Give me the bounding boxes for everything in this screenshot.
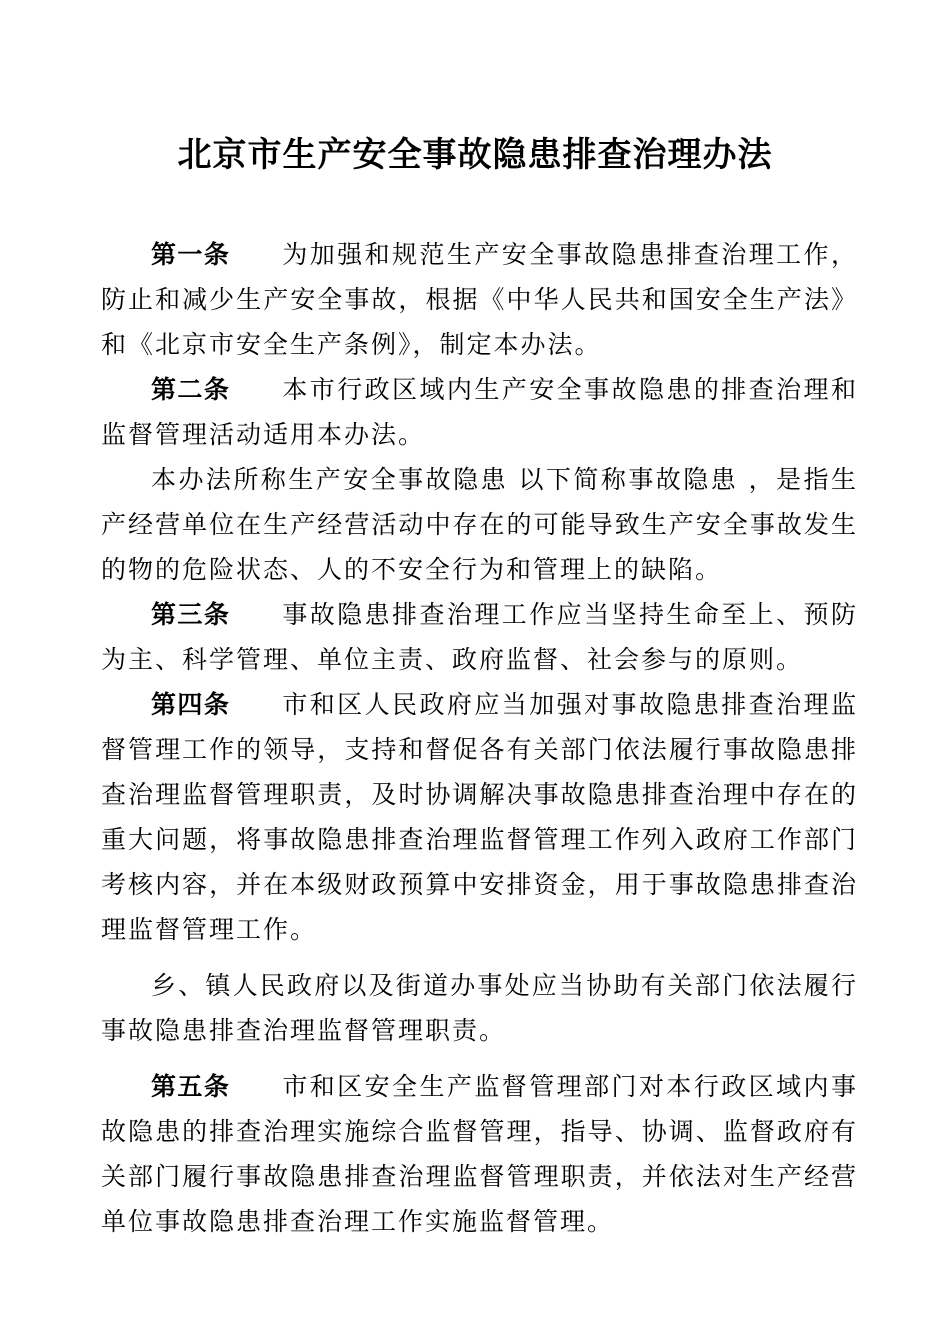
- article-2-label: 第二条: [151, 375, 231, 404]
- article-4-paragraph-2-text: 乡、镇人民政府以及街道办事处应当协助有关部门依法履行事故隐患排查治理监督管理职责。: [101, 971, 858, 1045]
- document-body: [101, 232, 858, 1244]
- article-5-label: 第五条: [151, 1072, 231, 1101]
- article-1-text: 为加强和规范生产安全事故隐患排查治理工作，防止和减少生产安全事故，根据《中华人民共和国安全生产法》和《北京市安全生产条例》，制定本办法。: [101, 240, 858, 359]
- article-3-label: 第三条: [151, 600, 231, 629]
- article-2: [101, 367, 858, 457]
- article-2-text: 本市行政区域内生产安全事故隐患的排查治理和监督管理活动适用本办法。: [101, 375, 858, 449]
- article-3: [101, 592, 858, 682]
- article-4-paragraph-2: [101, 963, 858, 1053]
- article-2-paragraph-2: [101, 457, 858, 592]
- article-3-text: 事故隐患排查治理工作应当坚持生命至上、预防为主、科学管理、单位主责、政府监督、社会参与的原则。: [101, 600, 858, 674]
- article-2-paragraph-2-text: 本办法所称生产安全事故隐患 以下简称事故隐患 ，是指生产经营单位在生产经营活动中存在的可能导致生产安全事故发生的物的危险状态、人的不安全行为和管理上的缺陷。: [101, 465, 858, 584]
- article-1-label: 第一条: [151, 240, 231, 269]
- article-1: [101, 232, 858, 367]
- article-4-text: 市和区人民政府应当加强对事故隐患排查治理监督管理工作的领导，支持和督促各有关部门依法履行事故隐患排查治理监督管理职责，及时协调解决事故隐患排查治理中存在的重大问题，将事故隐患排查治理监督管理工作列入政府工作部门考核内容，并在本级财政预算中安排资金，用于事故隐患排查治理监督管理工作。: [101, 690, 858, 944]
- article-5: [101, 1064, 858, 1244]
- article-4: [101, 682, 858, 952]
- article-4-label: 第四条: [151, 690, 231, 719]
- article-5-text: 市和区安全生产监督管理部门对本行政区域内事故隐患的排查治理实施综合监督管理，指导、协调、监督政府有关部门履行事故隐患排查治理监督管理职责，并依法对生产经营单位事故隐患排查治理工作实施监督管理。: [101, 1072, 858, 1236]
- document-title: 北京市生产安全事故隐患排查治理办法: [177, 134, 773, 175]
